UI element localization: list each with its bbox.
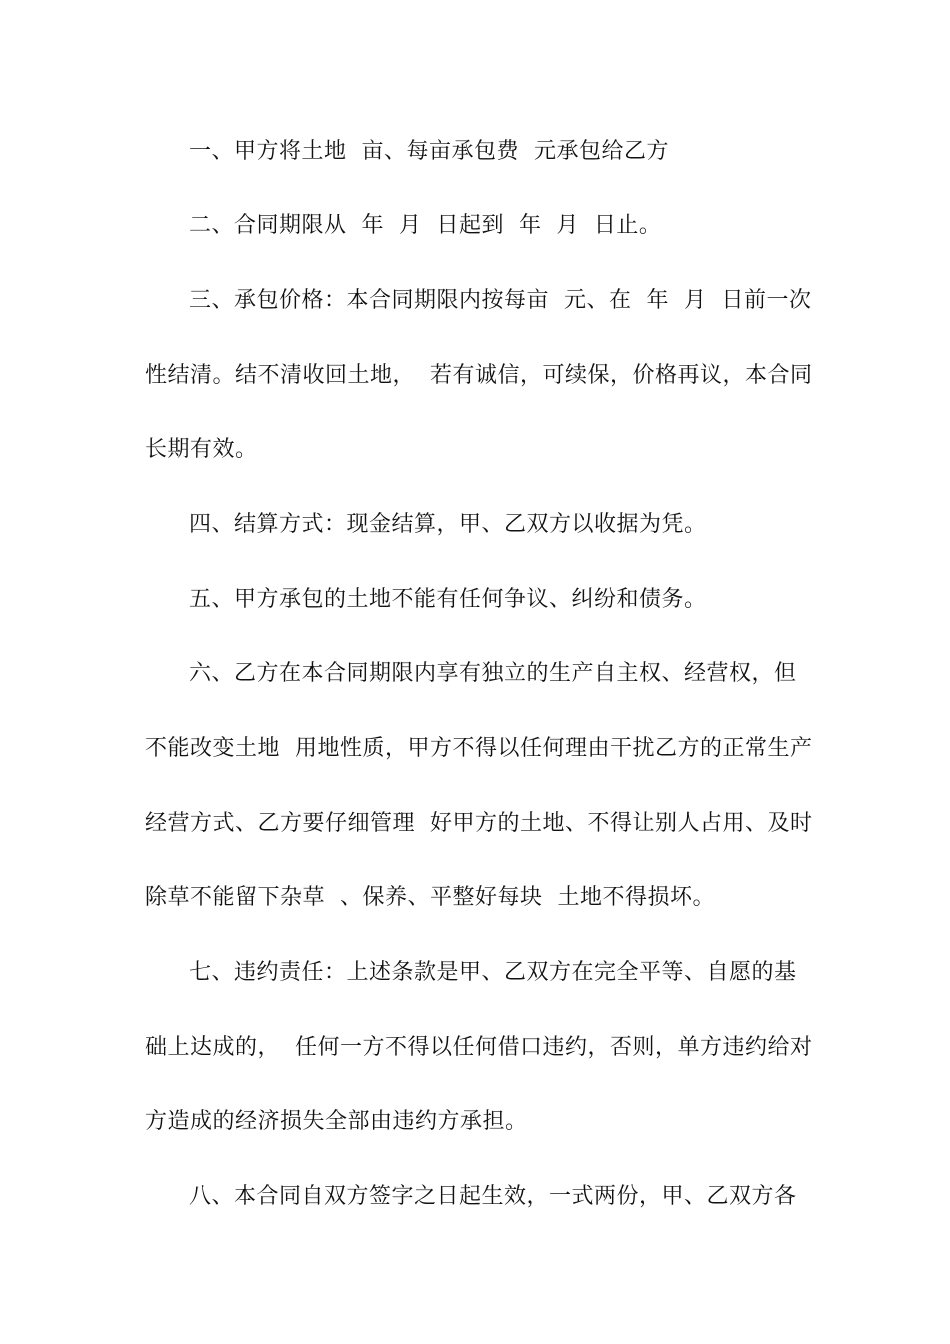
clause-3-line-3: 长期有效。: [145, 437, 258, 462]
clause-3-line-2: 性结清。结不清收回土地， 若有诚信，可续保，价格再议，本合同: [145, 363, 813, 388]
clause-6-line-2: 不能改变土地 用地性质，甲方不得以任何理由干扰乙方的正常生产: [145, 736, 813, 761]
clause-5-line: 五、甲方承包的土地不能有任何争议、纠纷和债务。: [189, 587, 707, 612]
clause-6-line-4: 除草不能留下杂草 、保养、平整好每块 土地不得损坏。: [145, 885, 715, 910]
clause-8-line-1: 八、本合同自双方签字之日起生效，一式两份，甲、乙双方各: [189, 1184, 797, 1209]
clause-2-line: 二、合同期限从 年 月 日起到 年 月 日止。: [189, 213, 662, 238]
clause-4-line: 四、结算方式：现金结算，甲、乙双方以收据为凭。: [189, 512, 707, 537]
clause-6-line-3: 经营方式、乙方要仔细管理 好甲方的土地、不得让别人占用、及时: [145, 811, 813, 836]
clause-1-line: 一、甲方将土地 亩、每亩承包费 元承包给乙方: [189, 139, 669, 164]
clause-7-line-3: 方造成的经济损失全部由违约方承担。: [145, 1109, 528, 1134]
clause-7-line-1: 七、违约责任：上述条款是甲、乙双方在完全平等、自愿的基: [189, 960, 797, 985]
clause-6-line-1: 六、乙方在本合同期限内享有独立的生产自主权、经营权，但: [189, 661, 797, 686]
clause-7-line-2: 础上达成的， 任何一方不得以任何借口违约，否则，单方违约给对: [145, 1035, 813, 1060]
clause-3-line-1: 三、承包价格：本合同期限内按每亩 元、在 年 月 日前一次: [189, 288, 812, 313]
